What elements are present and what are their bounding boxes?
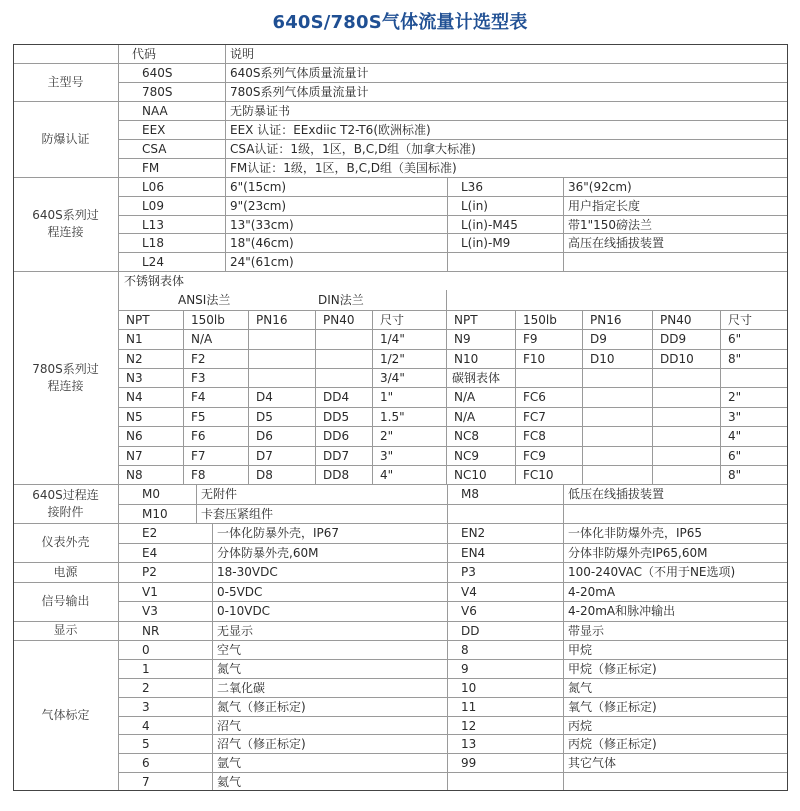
code-cell: V6 [461, 604, 477, 619]
code-cell: 6 [142, 756, 150, 771]
desc-cell: 氮气 [217, 662, 242, 677]
desc-cell: 36"(92cm) [568, 180, 632, 194]
code-cell: 13 [461, 737, 477, 752]
table-cell: NC9 [454, 448, 479, 463]
table-cell: DD5 [323, 409, 350, 424]
code-cell: P3 [461, 565, 476, 580]
desc-cell: 低压在线插拔装置 [568, 487, 665, 502]
desc-cell: 无附件 [201, 487, 238, 502]
code-cell: NAA [142, 104, 168, 118]
code-cell: 780S [142, 85, 173, 99]
code-cell: 640S [142, 66, 173, 80]
code-cell: 9 [461, 662, 469, 677]
desc-cell: 用户指定长度 [568, 198, 641, 213]
desc-cell: 无显示 [217, 623, 254, 638]
table-cell: NC8 [454, 429, 479, 444]
desc-cell: 甲烷 [568, 643, 593, 658]
code-cell: L18 [142, 236, 164, 251]
code-cell: 0 [142, 643, 150, 658]
category-label: 信号输出 [41, 593, 90, 608]
group-label-carbon: 碳钢表体 [452, 371, 501, 385]
desc-cell: 4-20mA和脉冲输出 [568, 604, 676, 619]
table-cell: F9 [523, 332, 538, 347]
table-cell: FC8 [523, 429, 546, 444]
column-header: 尺寸 [380, 312, 405, 327]
table-cell: 1.5" [380, 409, 405, 424]
category-label: 防爆认证 [41, 131, 90, 146]
desc-cell: 沼气（修正标定) [217, 737, 306, 752]
code-cell: NR [142, 623, 160, 638]
code-cell: L(in)-M45 [461, 217, 518, 232]
code-cell: 2 [142, 681, 150, 695]
column-header: 150lb [191, 312, 225, 327]
category-label: 640S系列过程连接 [32, 208, 99, 239]
category-label: 气体标定 [41, 708, 90, 723]
column-header: NPT [454, 312, 478, 327]
table-cell: D8 [256, 468, 273, 482]
table-cell: N/A [191, 332, 213, 347]
table-cell: N7 [126, 448, 143, 463]
column-header: 150lb [523, 312, 557, 327]
table-cell: D9 [590, 332, 607, 347]
table-cell: NC10 [454, 468, 487, 482]
table-cell: 3" [728, 409, 742, 424]
table-cell: N5 [126, 409, 143, 424]
table-cell: F7 [191, 448, 206, 463]
desc-cell: 100-240VAC（不用于NE选项) [568, 565, 736, 580]
code-cell: V3 [142, 604, 158, 619]
group-label-stainless: 不锈钢表体 [124, 274, 185, 288]
category-label: 640S过程连接附件 [32, 487, 99, 519]
desc-cell: 沼气 [217, 718, 242, 733]
desc-cell: CSA认证：1级，1区，B,C,D组（加拿大标准) [230, 142, 476, 156]
code-cell: EEX [142, 123, 166, 137]
desc-cell: 空气 [217, 643, 242, 658]
table-cell: D5 [256, 409, 273, 424]
table-cell: 3/4" [380, 371, 405, 385]
table-cell: N8 [126, 468, 143, 482]
table-cell: 2" [728, 390, 742, 405]
code-cell: L(in) [461, 198, 488, 213]
code-cell: 8 [461, 643, 469, 658]
desc-cell: 640S系列气体质量流量计 [230, 66, 369, 80]
table-cell: F8 [191, 468, 206, 482]
table-cell: F4 [191, 390, 206, 405]
table-cell: N2 [126, 351, 143, 366]
code-cell: M0 [142, 487, 160, 502]
table-cell: DD7 [323, 448, 350, 463]
table-cell: N10 [454, 351, 479, 366]
code-cell: M10 [142, 506, 168, 521]
code-cell: L09 [142, 198, 164, 213]
desc-cell: 0-5VDC [217, 584, 263, 599]
table-cell: DD8 [323, 468, 350, 482]
code-cell: L06 [142, 180, 164, 194]
code-cell: L24 [142, 255, 164, 270]
table-cell: 2" [380, 429, 394, 444]
desc-cell: 18-30VDC [217, 565, 278, 580]
desc-cell: 二氧化碳 [217, 681, 266, 695]
code-cell: E2 [142, 526, 158, 541]
table-cell: 4" [728, 429, 742, 444]
table-cell: F10 [523, 351, 546, 366]
desc-cell: 9"(23cm) [230, 198, 287, 213]
category-label: 主型号 [47, 74, 84, 89]
table-cell: 6" [728, 448, 742, 463]
desc-cell: 0-10VDC [217, 604, 271, 619]
desc-cell: 其它气体 [568, 756, 617, 771]
code-cell: 7 [142, 775, 150, 789]
code-cell: CSA [142, 142, 167, 156]
desc-cell: 13"(33cm) [230, 217, 294, 232]
desc-cell: 丙烷（修正标定) [568, 737, 657, 752]
column-header: PN40 [660, 312, 692, 327]
code-cell: 3 [142, 699, 150, 714]
code-cell: 11 [461, 699, 477, 714]
table-cell: DD10 [660, 351, 694, 366]
column-header-desc: 说明 [230, 47, 255, 61]
desc-cell: EEX 认证：EExdiic T2-T6(欧洲标准) [230, 123, 431, 137]
column-header: PN16 [590, 312, 622, 327]
table-cell: 1/4" [380, 332, 405, 347]
table-cell: DD9 [660, 332, 687, 347]
code-cell: 1 [142, 662, 150, 677]
code-cell: V1 [142, 584, 158, 599]
desc-cell: 18"(46cm) [230, 236, 294, 251]
desc-cell: 24"(61cm) [230, 255, 294, 270]
desc-cell: 6"(15cm) [230, 180, 287, 194]
code-cell: EN2 [461, 526, 486, 541]
column-header-code: 代码 [132, 47, 157, 61]
table-cell: F3 [191, 371, 206, 385]
code-cell: 12 [461, 718, 477, 733]
code-cell: V4 [461, 584, 477, 599]
code-cell: P2 [142, 565, 157, 580]
column-header: 尺寸 [728, 312, 753, 327]
code-cell: 10 [461, 681, 477, 695]
table-cell: FC7 [523, 409, 546, 424]
table-cell: N6 [126, 429, 143, 444]
table-cell: FC9 [523, 448, 546, 463]
desc-cell: 带显示 [568, 623, 605, 638]
desc-cell: 无防暴证书 [230, 104, 291, 118]
desc-cell: 氮气（修正标定) [217, 699, 306, 714]
desc-cell: 分体防暴外壳,60M [217, 545, 319, 560]
table-cell: 8" [728, 468, 742, 482]
code-cell: EN4 [461, 545, 486, 560]
table-cell: N1 [126, 332, 143, 347]
desc-cell: 780S系列气体质量流量计 [230, 85, 369, 99]
code-cell: E4 [142, 545, 158, 560]
group-label-ansi: ANSI法兰 [178, 293, 231, 308]
code-cell: 5 [142, 737, 150, 752]
table-cell: F6 [191, 429, 206, 444]
table-cell: FC10 [523, 468, 554, 482]
category-label: 显示 [53, 623, 78, 638]
desc-cell: 带1"150磅法兰 [568, 217, 653, 232]
desc-cell: 氮气 [568, 681, 593, 695]
table-cell: F2 [191, 351, 206, 366]
page-title: 640S/780S气体流量计选型表 [272, 12, 528, 33]
category-label: 仪表外壳 [41, 535, 90, 550]
table-cell: FC6 [523, 390, 546, 405]
table-cell: D6 [256, 429, 273, 444]
desc-cell: 一体化防暴外壳，IP67 [217, 526, 340, 541]
code-cell: 99 [461, 756, 477, 771]
desc-cell: 一体化非防爆外壳，IP65 [568, 526, 703, 541]
desc-cell: 氦气 [217, 775, 242, 789]
table-cell: F5 [191, 409, 206, 424]
code-cell: L36 [461, 180, 483, 194]
desc-cell: 丙烷 [568, 718, 593, 733]
column-header: PN40 [323, 312, 355, 327]
table-cell: DD6 [323, 429, 350, 444]
table-cell: D10 [590, 351, 615, 366]
table-cell: N9 [454, 332, 471, 347]
column-header: NPT [126, 312, 150, 327]
table-cell: 1/2" [380, 351, 405, 366]
table-cell: 4" [380, 468, 394, 482]
table-cell: 8" [728, 351, 742, 366]
table-cell: D7 [256, 448, 273, 463]
desc-cell: 高压在线插拔装置 [568, 236, 665, 251]
desc-cell: 氩气 [217, 756, 242, 771]
code-cell: FM [142, 161, 160, 175]
code-cell: 4 [142, 718, 150, 733]
code-cell: L13 [142, 217, 164, 232]
code-cell: M8 [461, 487, 479, 502]
column-header: PN16 [256, 312, 288, 327]
table-frame [13, 44, 788, 791]
table-cell: N/A [454, 390, 476, 405]
desc-cell: 分体非防爆外壳IP65,60M [568, 545, 708, 560]
table-cell: 6" [728, 332, 742, 347]
category-label: 电源 [53, 564, 78, 579]
desc-cell: FM认证：1级，1区，B,C,D组（美国标准) [230, 161, 457, 175]
desc-cell: 氧气（修正标定) [568, 699, 657, 714]
group-label-din: DIN法兰 [318, 293, 364, 308]
table-cell: D4 [256, 390, 273, 405]
desc-cell: 卡套压紧组件 [201, 506, 274, 521]
desc-cell: 甲烷（修正标定) [568, 662, 657, 677]
table-cell: N4 [126, 390, 143, 405]
table-cell: 1" [380, 390, 394, 405]
category-label: 780S系列过程连接 [32, 361, 99, 393]
code-cell: DD [461, 623, 480, 638]
table-cell: DD4 [323, 390, 350, 405]
table-cell: 3" [380, 448, 394, 463]
code-cell: L(in)-M9 [461, 236, 511, 251]
desc-cell: 4-20mA [568, 584, 616, 599]
table-cell: N3 [126, 371, 143, 385]
table-cell: N/A [454, 409, 476, 424]
